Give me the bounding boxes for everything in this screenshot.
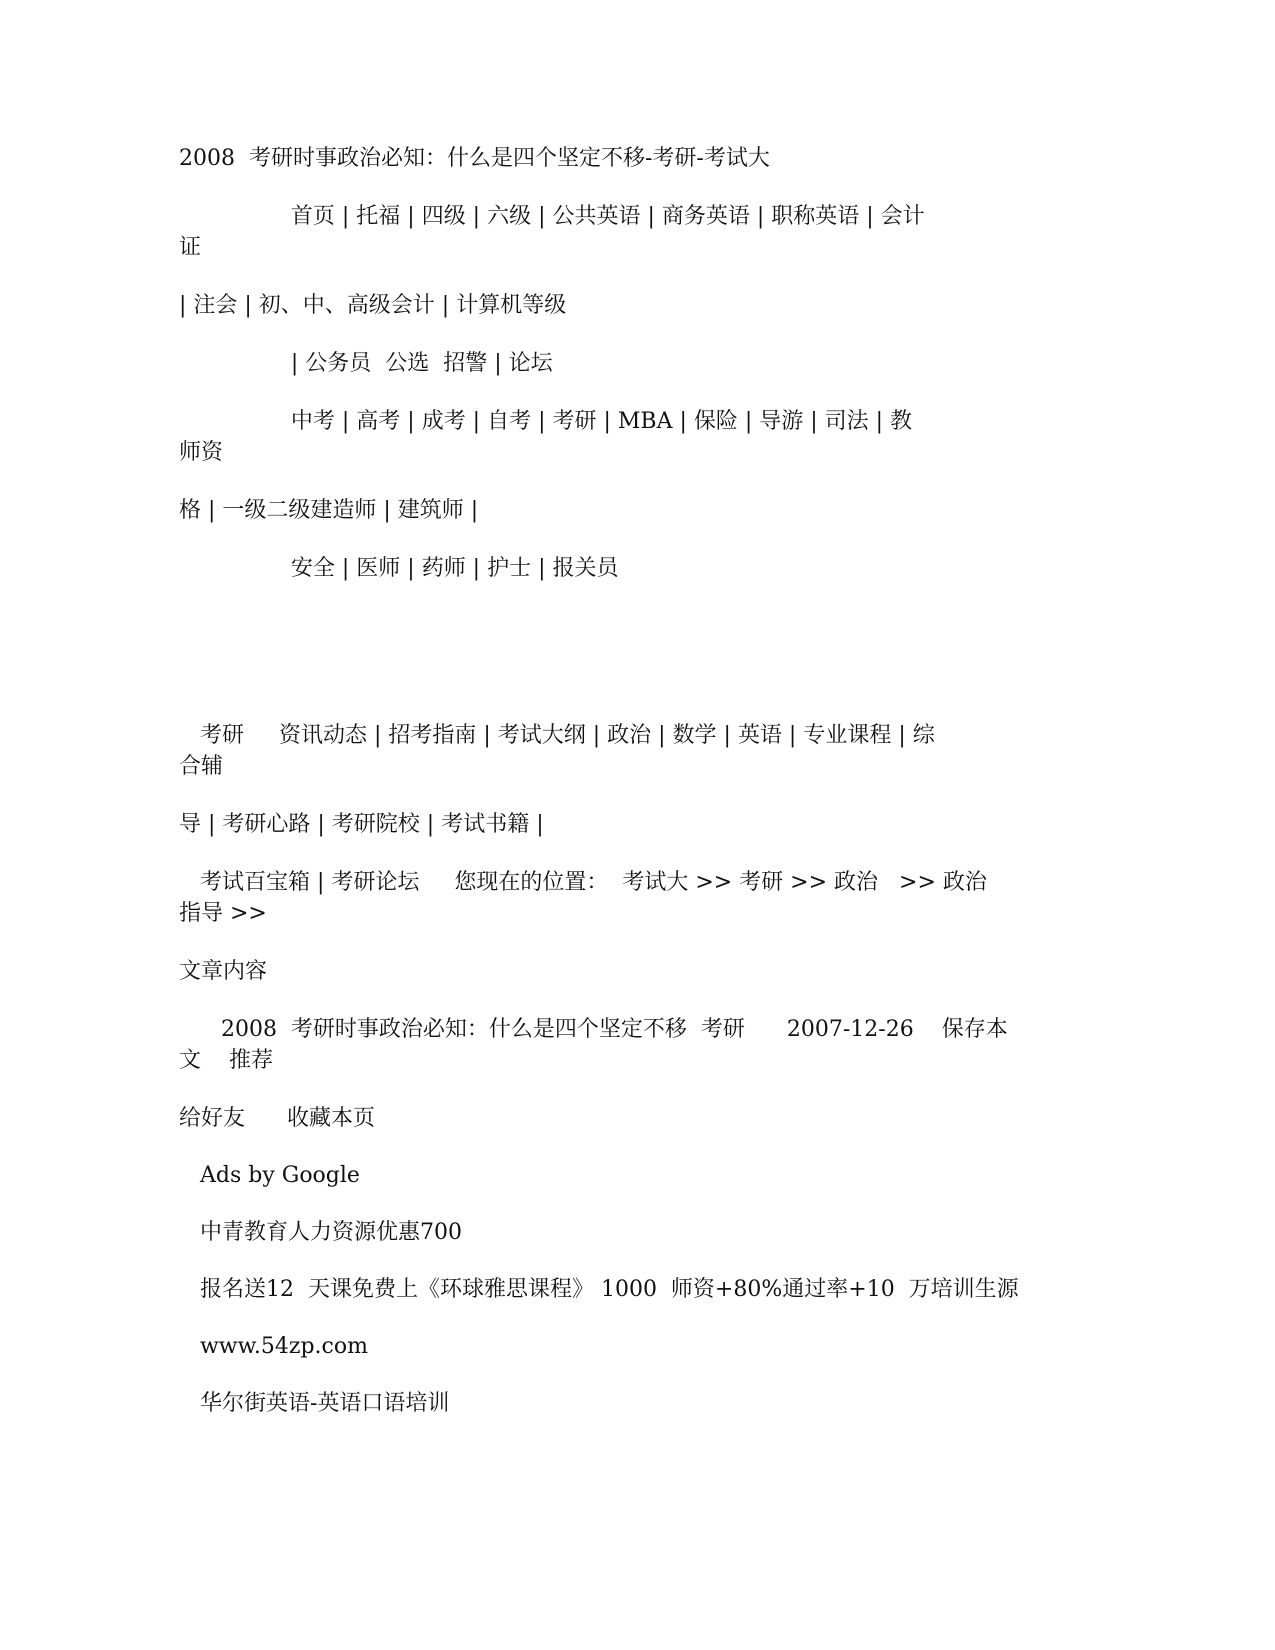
main-nav-line-5[interactable]: 格 | 一级二级建造师 | 建筑师 | [179, 498, 479, 523]
main-nav-line-3[interactable]: | 公务员 公选 招警 | 论坛 [179, 351, 553, 376]
page-title: 2008 考研时事政治必知：什么是四个坚定不移-考研-考试大 [179, 146, 770, 171]
ads-label[interactable]: Ads by Google [179, 1163, 360, 1188]
kaoyan-subnav-line-1-wrap[interactable]: 合辅 [179, 754, 224, 779]
article-meta-line-2[interactable]: 文 推荐 [179, 1048, 273, 1073]
main-nav-line-1[interactable]: 首页 | 托福 | 四级 | 六级 | 公共英语 | 商务英语 | 职称英语 | 会计 [179, 204, 925, 229]
kaoyan-subnav-line-2[interactable]: 导 | 考研心路 | 考研院校 | 考试书籍 | [179, 812, 544, 837]
ad-1-title[interactable]: 中青教育人力资源优惠700 [179, 1220, 462, 1245]
ad-1-url[interactable]: www.54zp.com [179, 1334, 368, 1359]
ad-1-text: 报名送12 天课免费上《环球雅思课程》 1000 师资+80%通过率+10 万培训生源 [179, 1277, 1019, 1302]
main-nav-line-4-wrap[interactable]: 师资 [179, 440, 224, 465]
breadcrumb-wrap[interactable]: 指导 >> [179, 901, 267, 926]
article-actions[interactable]: 给好友 收藏本页 [179, 1106, 375, 1131]
breadcrumb[interactable]: 考试百宝箱 | 考研论坛 您现在的位置： 考试大 >> 考研 >> 政治 >> 政治 [179, 870, 987, 895]
main-nav-line-1-wrap[interactable]: 证 [179, 235, 202, 260]
ad-2-title[interactable]: 华尔街英语-英语口语培训 [179, 1391, 450, 1416]
main-nav-line-4[interactable]: 中考 | 高考 | 成考 | 自考 | 考研 | MBA | 保险 | 导游 | 司法 | 教 [179, 409, 913, 434]
main-nav-line-6[interactable]: 安全 | 医师 | 药师 | 护士 | 报关员 [179, 556, 619, 581]
main-nav-line-2[interactable]: | 注会 | 初、中、高级会计 | 计算机等级 [179, 293, 567, 318]
kaoyan-subnav-line-1[interactable]: 考研 资讯动态 | 招考指南 | 考试大纲 | 政治 | 数学 | 英语 | 专业课程 | 综 [179, 723, 935, 748]
article-label: 文章内容 [179, 959, 268, 984]
article-meta-line-1: 2008 考研时事政治必知：什么是四个坚定不移 考研 2007-12-26 保存本 [179, 1017, 1008, 1042]
